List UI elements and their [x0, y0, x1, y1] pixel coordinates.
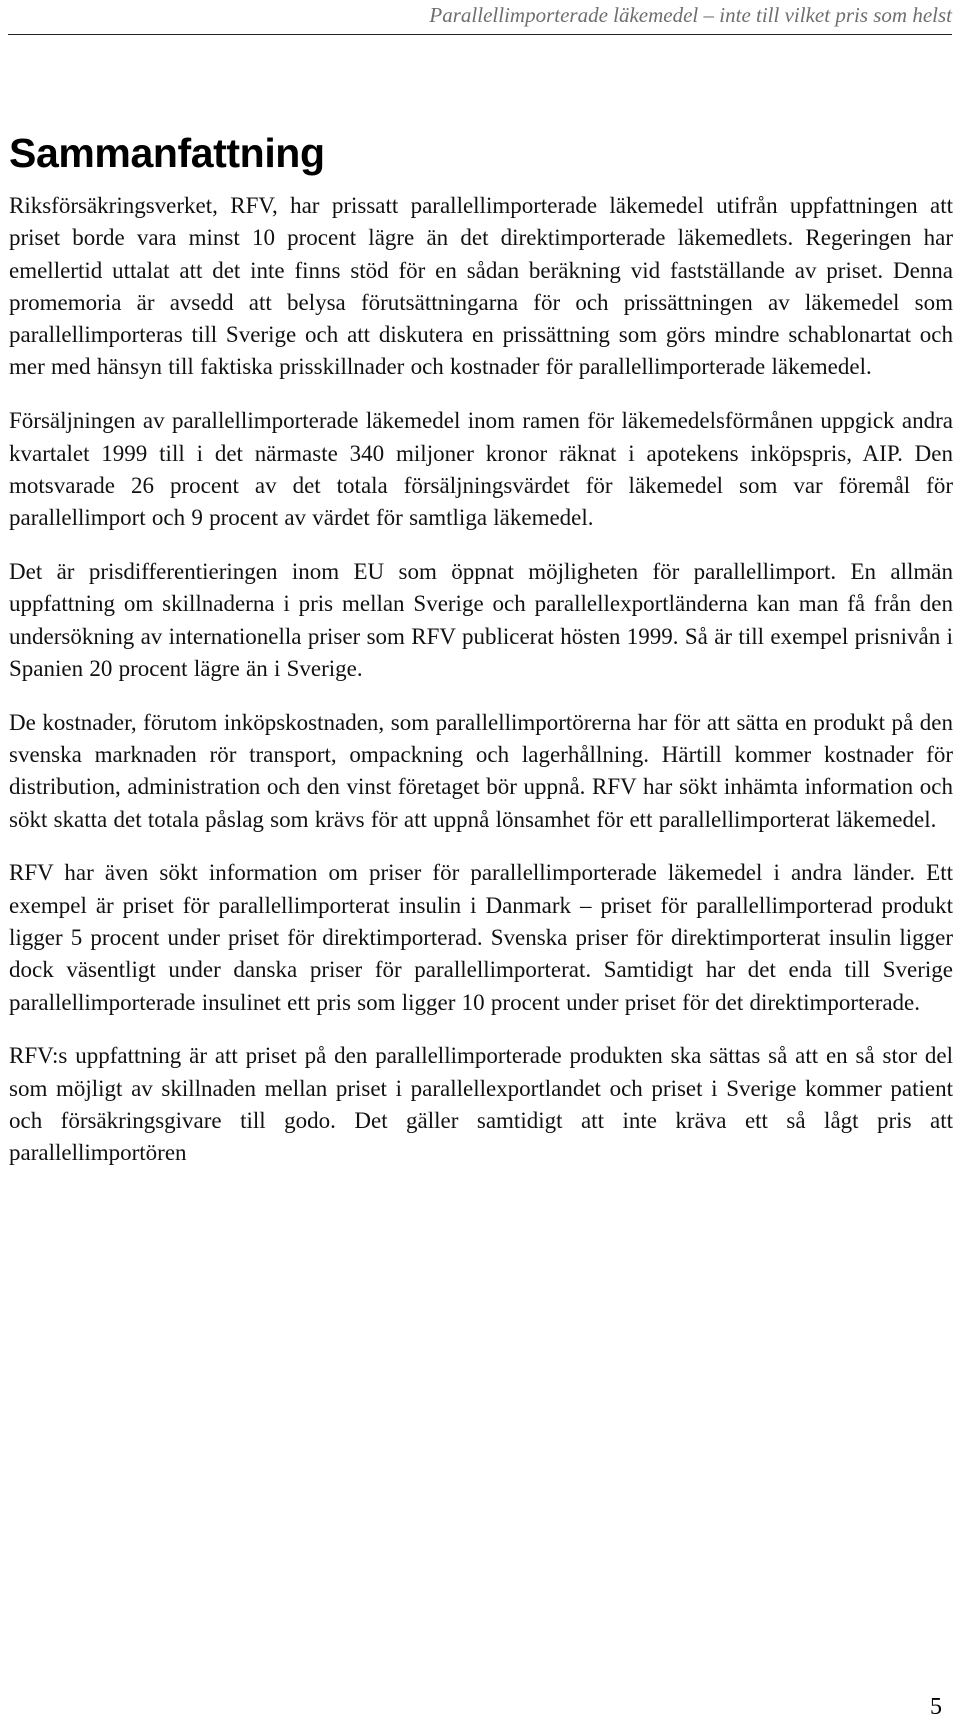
paragraph-6: RFV:s uppfattning är att priset på den parallellimporterade produkten ska sättas så att en så stor del som möjligt av skillnaden mellan priset i parallellexportlandet och priset i Sverige kommer patient och försäkringsgivare till godo. Det gäller samtidigt att inte kräva ett så lågt pris att parallellimportören — [9, 1043, 953, 1166]
section-body — [9, 190, 953, 1170]
paragraph-4: De kostnader, förutom inköpskostnaden, som parallellimportörerna har för att sätta en produkt på den svenska marknaden rör transport, ompackning och lagerhållning. Härtill kommer kostnader för distribution, administration och den vinst företaget bör uppnå. RFV har sökt inhämta information och sökt skatta det totala påslag som krävs för att uppnå lönsamhet för ett parallellimporterat läkemedel. — [9, 709, 953, 832]
page-number: 5 — [930, 1694, 942, 1720]
running-header: Parallellimporterade läkemedel – inte till vilket pris som helst — [429, 3, 952, 27]
header-divider — [8, 34, 952, 35]
paragraph-3: Det är prisdifferentieringen inom EU som öppnat möjligheten för parallellimport. En allmän uppfattning om skillnaderna i pris mellan Sverige och parallellexportländerna kan man få från den undersökning av internationella priser som RFV publicerat hösten 1999. Så är till exempel prisnivån i Spanien 20 procent lägre än i Sverige. — [9, 558, 953, 681]
section-title: Sammanfattning — [9, 130, 325, 176]
paragraph-2: Försäljningen av parallellimporterade läkemedel inom ramen för läkemedelsförmånen uppgick andra kvartalet 1999 till i det närmaste 340 miljoner kronor räknat i apotekens inköpspris, AIP. Den motsvarade 26 procent av det totala försäljningsvärdet för läkemedel som var föremål för parallellimport och 9 procent av värdet för samtliga läkemedel. — [9, 408, 953, 531]
paragraph-5: RFV har även sökt information om priser för parallellimporterade läkemedel i andra länder. Ett exempel är priset för parallellimporterat insulin i Danmark – priset för parallellimporterad produkt ligger 5 procent under priset för direktimporterad. Svenska priser för direktimporterat insulin ligger dock väsentligt under danska priser för parallellimporterat. Samtidigt har det enda till Sverige parallellimporterade insulinet ett pris som ligger 10 procent under priset för det direktimporterade. — [9, 860, 953, 1015]
paragraph-1: Riksförsäkringsverket, RFV, har prissatt parallellimporterade läkemedel utifrån uppfattningen att priset borde vara minst 10 procent lägre än det direktimporterade läkemedlets. Regeringen har emellertid uttalat att det inte finns stöd för en sådan beräkning vid fastställande av priset. Denna promemoria är avsedd att belysa förutsättningarna för och prissättningen av läkemedel som parallellimporteras till Sverige och att diskutera en prissättning som görs mindre schablonartat och mer med hänsyn till faktiska prisskillnader och kostnader för parallellimporterade läkemedel. — [9, 193, 953, 380]
